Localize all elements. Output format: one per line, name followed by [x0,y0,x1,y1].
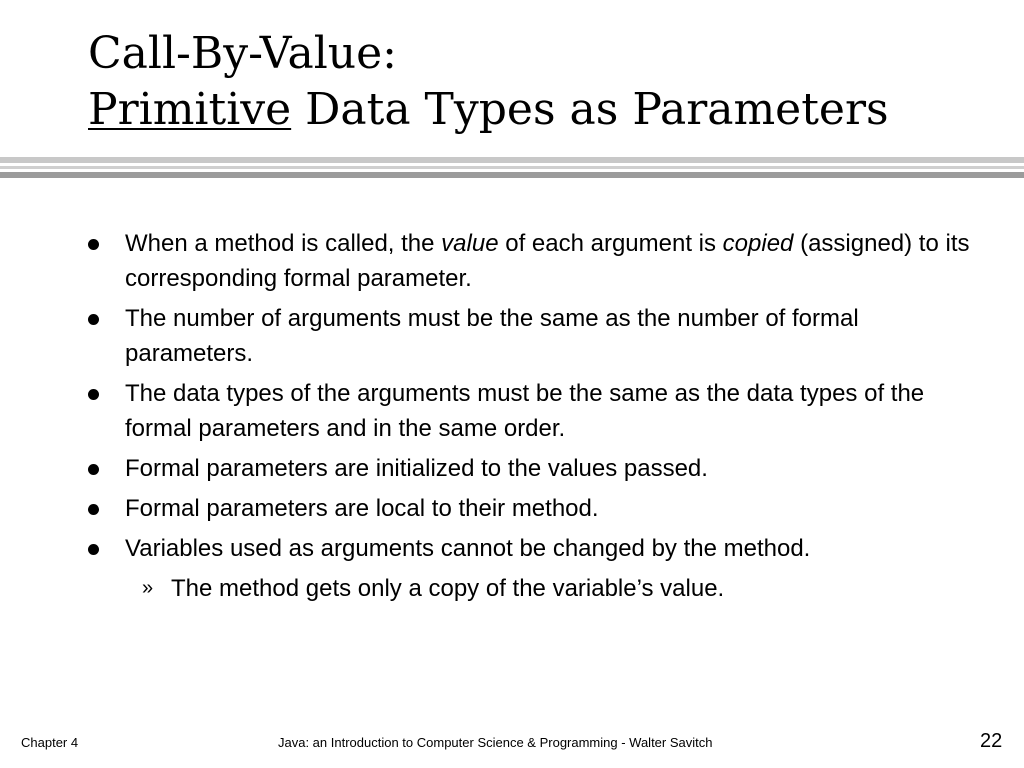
bullet-dot-icon [88,389,99,400]
bullet-text-emphasis-value: value [441,230,499,257]
bullet-text: The number of arguments must be the same as the number of formal parameters. [125,305,859,367]
bullet-dot-icon [88,464,99,475]
bullet-text: The data types of the arguments must be the same as the data types of the formal parameters and in the same order. [125,380,925,442]
bullet-list [84,226,984,606]
title-line-2-rest: Data Types as Parameters [291,84,889,135]
slide-title [88,26,889,138]
bullet-text: Variables used as arguments cannot be changed by the method. [125,535,811,562]
sub-bullet-item [84,571,984,606]
footer-book-title: Java: an Introduction to Computer Science & Programming - Walter Savitch [278,735,713,750]
bullet-text [125,230,969,292]
bullet-text: Formal parameters are initialized to the values passed. [125,455,708,482]
bullet-text-part: When a method is called, the [125,230,442,257]
page-number: 22 [980,730,1003,752]
bullet-item [84,226,984,296]
double-chevron-right-icon: » [142,577,154,599]
title-divider-top [0,157,1024,163]
sub-bullet-text: The method gets only a copy of the variable’s value. [171,575,725,602]
bullet-dot-icon [88,504,99,515]
bullet-text-part: (assigned) to its corresponding formal parameter. [125,230,970,292]
bullet-text-part: of each argument is [498,230,723,257]
bullet-item [84,531,984,566]
bullet-item [84,451,984,486]
bullet-item [84,376,984,446]
footer-chapter: Chapter 4 [21,735,79,750]
title-underlined-word: Primitive [88,84,292,135]
bullet-text-emphasis-copied: copied [722,230,794,257]
title-divider-middle [0,166,1024,169]
bullet-dot-icon [88,239,99,250]
bullet-dot-icon [88,544,99,555]
bullet-item [84,491,984,526]
title-line-1: Call-By-Value: [88,28,398,79]
bullet-item [84,301,984,371]
bullet-dot-icon [88,314,99,325]
bullet-text: Formal parameters are local to their method. [125,495,599,522]
title-divider-bottom [0,172,1024,178]
